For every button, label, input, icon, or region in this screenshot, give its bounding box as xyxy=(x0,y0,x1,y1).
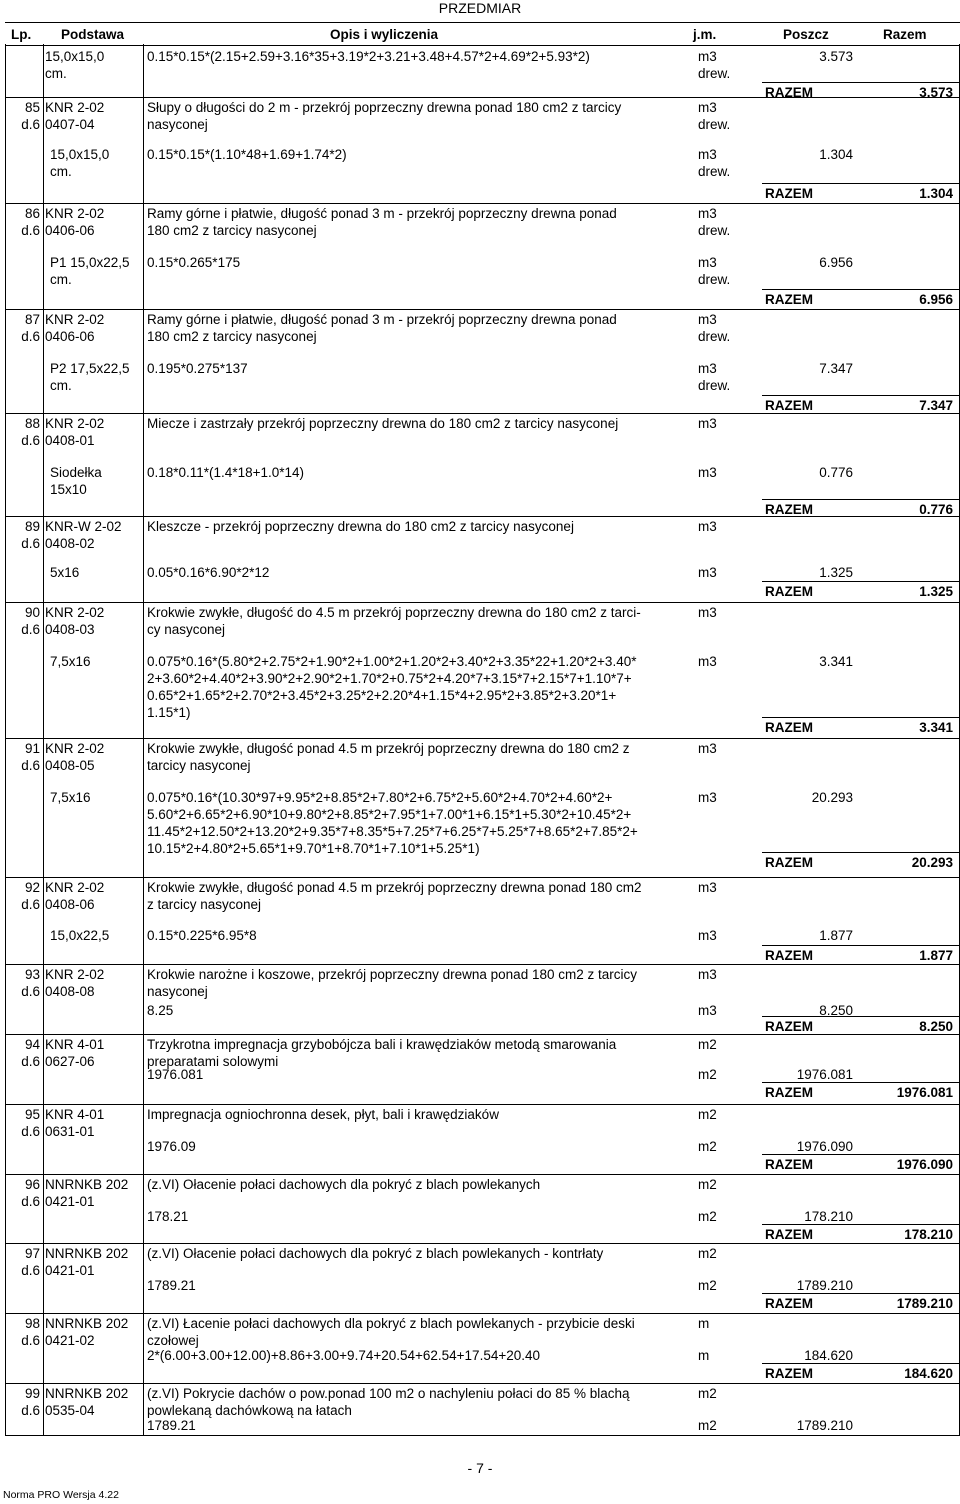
position-number: 91 xyxy=(24,741,40,756)
razem-line xyxy=(762,499,960,500)
calc-unit: m2 xyxy=(698,1209,717,1224)
calc-unit: m3 xyxy=(698,565,717,580)
position-section: d.6 xyxy=(21,758,40,773)
calculation-text: 8.25 xyxy=(147,1003,174,1018)
razem-label: RAZEM xyxy=(765,855,813,870)
description: Trzykrotna impregnacja grzybobójcza bali i krawędziaków metodą smarowania xyxy=(147,1037,617,1052)
unit-2: drew. xyxy=(698,223,731,238)
calculation-text-3: 11.45*2+12.50*2+13.20*2+9.35*7+8.35*5+7.25*7+6.25*7+5.25*7+8.65*2+7.85*2+ xyxy=(147,824,638,839)
catalog-code-2: 0627-06 xyxy=(45,1054,95,1069)
calc-unit: m2 xyxy=(698,1278,717,1293)
description: (z.VI) Ołacenie połaci dachowych dla pokryć z blach powlekanych - kontrłaty xyxy=(147,1246,604,1261)
header-razem: Razem xyxy=(883,27,927,42)
calculation-text: 0.15*0.15*(2.15+2.59+3.16*35+3.19*2+3.21+3.48+4.57*2+4.69*2+5.93*2) xyxy=(147,49,590,64)
razem-label: RAZEM xyxy=(765,948,813,963)
razem-line xyxy=(762,82,960,83)
dimension-label: 15,0x15,0 xyxy=(50,147,110,162)
position-number: 92 xyxy=(24,880,40,895)
partial-value: 0.776 xyxy=(819,465,853,480)
calculation-text: 1789.21 xyxy=(147,1418,196,1433)
description: Krokwie zwykłe, długość ponad 4.5 m przekrój poprzeczny drewna ponad 180 cm2 xyxy=(147,880,642,895)
description-2: 180 cm2 z tarcicy nasyconej xyxy=(147,223,317,238)
razem-label: RAZEM xyxy=(765,502,813,517)
catalog-code: KNR 2-02 xyxy=(45,100,105,115)
description-2: preparatami solowymi xyxy=(147,1054,279,1069)
row-separator xyxy=(5,97,960,98)
razem-line xyxy=(762,1082,960,1083)
position-section: d.6 xyxy=(21,223,40,238)
calc-unit: m3 xyxy=(698,654,717,669)
partial-value: 1789.210 xyxy=(796,1418,853,1433)
razem-value: 1.877 xyxy=(919,948,953,963)
razem-value: 7.347 xyxy=(919,398,953,413)
calculation-text-3: 0.65*2+1.65*2+2.70*2+3.45*2+3.25*2+2.20*4+1.15*4+2.95*2+3.85*2+3.20*1+ xyxy=(147,688,617,703)
description: Krokwie zwykłe, długość do 4.5 m przekrój poprzeczny drewna do 180 cm2 z tarci- xyxy=(147,605,641,620)
calculation-text: 1789.21 xyxy=(147,1278,196,1293)
calc-unit-2: drew. xyxy=(698,164,731,179)
row-separator xyxy=(5,309,960,310)
description: (z.VI) Łacenie połaci dachowych dla pokryć z blach powlekanych - przybicie deski xyxy=(147,1316,635,1331)
unit: m2 xyxy=(698,1037,717,1052)
calculation-text: 0.15*0.265*175 xyxy=(147,255,241,270)
unit: m2 xyxy=(698,1177,717,1192)
description: Krokwie zwykłe, długość ponad 4.5 m przekrój poprzeczny drewna do 180 cm2 z xyxy=(147,741,630,756)
razem-line xyxy=(762,1016,960,1017)
catalog-code-2: 0421-02 xyxy=(45,1333,95,1348)
position-number: 96 xyxy=(24,1177,40,1192)
position-number: 93 xyxy=(24,967,40,982)
razem-label: RAZEM xyxy=(765,720,813,735)
unit: m3 xyxy=(698,967,717,982)
catalog-code: NNRNKB 202 xyxy=(45,1177,129,1192)
dimension-label-2: 15x10 xyxy=(50,482,87,497)
calculation-text: 2*(6.00+3.00+12.00)+8.86+3.00+9.74+20.54+62.54+17.54+20.40 xyxy=(147,1348,540,1363)
row-separator xyxy=(5,1383,960,1384)
row-separator xyxy=(5,877,960,878)
description-2: czołowej xyxy=(147,1333,199,1348)
razem-value: 178.210 xyxy=(904,1227,953,1242)
description: Krokwie narożne i koszowe, przekrój poprzeczny drewna ponad 180 cm2 z tarcicy xyxy=(147,967,637,982)
unit: m3 xyxy=(698,312,717,327)
razem-label: RAZEM xyxy=(765,584,813,599)
calc-unit-2: drew. xyxy=(698,378,731,393)
calculation-text: 0.075*0.16*(10.30*97+9.95*2+8.85*2+7.80*2+6.75*2+5.60*2+4.70*2+4.60*2+ xyxy=(147,790,613,805)
catalog-code: NNRNKB 202 xyxy=(45,1246,129,1261)
razem-line xyxy=(762,852,960,853)
calc-unit: m2 xyxy=(698,1139,717,1154)
calculation-text: 0.15*0.15*(1.10*48+1.69+1.74*2) xyxy=(147,147,347,162)
position-section: d.6 xyxy=(21,622,40,637)
razem-line xyxy=(762,183,960,184)
header-lp: Lp. xyxy=(11,27,32,42)
razem-line xyxy=(762,1293,960,1294)
razem-line xyxy=(762,1224,960,1225)
razem-label: RAZEM xyxy=(765,292,813,307)
calc-unit: m3 xyxy=(698,465,717,480)
partial-value: 1.877 xyxy=(819,928,853,943)
razem-value: 184.620 xyxy=(904,1366,953,1381)
partial-value: 3.341 xyxy=(819,654,853,669)
partial-value: 7.347 xyxy=(819,361,853,376)
unit-2: drew. xyxy=(698,329,731,344)
razem-value: 1976.081 xyxy=(896,1085,953,1100)
razem-value: 3.341 xyxy=(919,720,953,735)
razem-label: RAZEM xyxy=(765,1085,813,1100)
catalog-code: KNR 2-02 xyxy=(45,605,105,620)
unit: m2 xyxy=(698,1246,717,1261)
razem-line xyxy=(762,395,960,396)
razem-value: 20.293 xyxy=(911,855,953,870)
razem-label: RAZEM xyxy=(765,186,813,201)
razem-value: 1789.210 xyxy=(896,1296,953,1311)
dimension-label: 15,0x15,0 xyxy=(45,49,105,64)
partial-value: 1976.090 xyxy=(796,1139,853,1154)
position-section: d.6 xyxy=(21,1194,40,1209)
unit: m2 xyxy=(698,1107,717,1122)
calc-unit: m3 xyxy=(698,928,717,943)
razem-line xyxy=(762,945,960,946)
header-podstawa: Podstawa xyxy=(61,27,125,42)
unit: m xyxy=(698,1316,710,1331)
description: (z.VI) Pokrycie dachów o pow.ponad 100 m2 o nachyleniu połaci do 85 % blachą xyxy=(147,1386,630,1401)
position-section: d.6 xyxy=(21,433,40,448)
position-number: 87 xyxy=(24,312,40,327)
dimension-label-2: cm. xyxy=(45,66,67,81)
dimension-label: Siodełka xyxy=(50,465,102,480)
position-number: 89 xyxy=(24,519,40,534)
description-2: tarcicy nasyconej xyxy=(147,758,251,773)
unit: m3 xyxy=(698,880,717,895)
position-section: d.6 xyxy=(21,1263,40,1278)
description-2: 180 cm2 z tarcicy nasyconej xyxy=(147,329,317,344)
partial-value: 1976.081 xyxy=(796,1067,853,1082)
catalog-code-2: 0631-01 xyxy=(45,1124,95,1139)
partial-value: 20.293 xyxy=(811,790,853,805)
catalog-code-2: 0421-01 xyxy=(45,1194,95,1209)
razem-value: 1976.090 xyxy=(896,1157,953,1172)
position-number: 86 xyxy=(24,206,40,221)
catalog-code: KNR 2-02 xyxy=(45,416,105,431)
position-section: d.6 xyxy=(21,1333,40,1348)
description-2: z tarcicy nasyconej xyxy=(147,897,262,912)
position-number: 85 xyxy=(24,100,40,115)
razem-label: RAZEM xyxy=(765,1227,813,1242)
razem-label: RAZEM xyxy=(765,1366,813,1381)
unit-2: drew. xyxy=(698,117,731,132)
calc-unit: m3 xyxy=(698,255,717,270)
partial-value: 8.250 xyxy=(819,1003,853,1018)
header-jm: j.m. xyxy=(693,27,717,42)
row-separator xyxy=(5,1104,960,1105)
catalog-code-2: 0406-06 xyxy=(45,329,95,344)
row-separator xyxy=(5,738,960,739)
unit: m3 xyxy=(698,206,717,221)
row-separator xyxy=(5,1313,960,1314)
catalog-code: NNRNKB 202 xyxy=(45,1316,129,1331)
partial-value: 184.620 xyxy=(804,1348,853,1363)
position-section: d.6 xyxy=(21,117,40,132)
catalog-code: KNR 2-02 xyxy=(45,880,105,895)
description-2: nasyconej xyxy=(147,117,208,132)
catalog-code: KNR 4-01 xyxy=(45,1037,105,1052)
dimension-label-2: cm. xyxy=(50,378,72,393)
position-section: d.6 xyxy=(21,897,40,912)
description-2: cy nasyconej xyxy=(147,622,226,637)
document-title: PRZEDMIAR xyxy=(438,0,522,16)
dimension-label-2: cm. xyxy=(50,272,72,287)
page-number: - 7 - xyxy=(467,1460,493,1476)
catalog-code: KNR 2-02 xyxy=(45,967,105,982)
catalog-code-2: 0408-03 xyxy=(45,622,95,637)
row-separator xyxy=(5,516,960,517)
row-separator xyxy=(5,413,960,414)
position-section: d.6 xyxy=(21,984,40,999)
razem-label: RAZEM xyxy=(765,85,813,100)
calculation-text-4: 1.15*1) xyxy=(147,705,191,720)
description-2: nasyconej xyxy=(147,984,208,999)
catalog-code-2: 0407-04 xyxy=(45,117,95,132)
description: Kleszcze - przekrój poprzeczny drewna do 180 cm2 z tarcicy nasyconej xyxy=(147,519,574,534)
catalog-code-2: 0408-08 xyxy=(45,984,95,999)
razem-line xyxy=(762,581,960,582)
partial-value: 1.304 xyxy=(819,147,853,162)
calculation-text: 1976.09 xyxy=(147,1139,196,1154)
description: Miecze i zastrzały przekrój poprzeczny drewna do 180 cm2 z tarcicy nasyconej xyxy=(147,416,619,431)
razem-label: RAZEM xyxy=(765,1019,813,1034)
calc-unit: m xyxy=(698,1348,710,1363)
position-number: 95 xyxy=(24,1107,40,1122)
table-header xyxy=(5,22,960,46)
calculation-text: 178.21 xyxy=(147,1209,189,1224)
row-separator xyxy=(5,602,960,603)
description: Ramy górne i płatwie, długość ponad 3 m - przekrój poprzeczny drewna ponad xyxy=(147,206,617,221)
catalog-code-2: 0408-01 xyxy=(45,433,95,448)
position-section: d.6 xyxy=(21,1054,40,1069)
catalog-code-2: 0408-02 xyxy=(45,536,95,551)
catalog-code: KNR-W 2-02 xyxy=(45,519,122,534)
position-section: d.6 xyxy=(21,536,40,551)
position-number: 99 xyxy=(24,1386,40,1401)
position-number: 90 xyxy=(24,605,40,620)
catalog-code-2: 0535-04 xyxy=(45,1403,95,1418)
dimension-label: 5x16 xyxy=(50,565,80,580)
razem-value: 1.304 xyxy=(919,186,953,201)
partial-value: 3.573 xyxy=(819,49,853,64)
calculation-text-2: 5.60*2+6.65*2+6.90*10+9.80*2+8.85*2+7.95*1+7.00*1+6.15*1+5.30*2+10.45*2+ xyxy=(147,807,632,822)
razem-label: RAZEM xyxy=(765,1296,813,1311)
header-poszcz: Poszcz xyxy=(783,27,829,42)
dimension-label: P1 15,0x22,5 xyxy=(50,255,130,270)
grid-line xyxy=(43,44,44,1435)
calculation-text-4: 10.15*2+4.80*2+5.65*1+9.70*1+8.70*1+7.10*1+5.25*1) xyxy=(147,841,480,856)
calculation-text: 1976.081 xyxy=(147,1067,204,1082)
unit: m3 xyxy=(698,605,717,620)
razem-value: 8.250 xyxy=(919,1019,953,1034)
position-section: d.6 xyxy=(21,1403,40,1418)
catalog-code: KNR 2-02 xyxy=(45,312,105,327)
calculation-text: 0.195*0.275*137 xyxy=(147,361,248,376)
razem-label: RAZEM xyxy=(765,1157,813,1172)
calculation-text-2: 2+3.60*2+4.40*2+3.90*2+2.90*2+1.70*2+0.75*2+4.20*7+3.15*7+2.15*7+1.10*7+ xyxy=(147,671,632,686)
calc-unit-2: drew. xyxy=(698,272,731,287)
catalog-code-2: 0408-06 xyxy=(45,897,95,912)
dimension-label: 7,5x16 xyxy=(50,790,91,805)
description-2: powlekaną dachówkową na łatach xyxy=(147,1403,352,1418)
dimension-label: 7,5x16 xyxy=(50,654,91,669)
row-separator xyxy=(5,1174,960,1175)
row-separator xyxy=(5,203,960,204)
calc-unit: m3 xyxy=(698,361,717,376)
position-number: 94 xyxy=(24,1037,40,1052)
calculation-text: 0.05*0.16*6.90*2*12 xyxy=(147,565,270,580)
position-section: d.6 xyxy=(21,1124,40,1139)
description: Impregnacja ogniochronna desek, płyt, bali i krawędziaków xyxy=(147,1107,499,1122)
partial-value: 1789.210 xyxy=(796,1278,853,1293)
razem-value: 3.573 xyxy=(919,85,953,100)
unit: m3 xyxy=(698,519,717,534)
razem-value: 1.325 xyxy=(919,584,953,599)
dimension-label: P2 17,5x22,5 xyxy=(50,361,130,376)
catalog-code-2: 0408-05 xyxy=(45,758,95,773)
header-opis: Opis i wyliczenia xyxy=(330,27,439,42)
unit-2: drew. xyxy=(698,66,731,81)
position-number: 97 xyxy=(24,1246,40,1261)
description: Słupy o długości do 2 m - przekrój poprzeczny drewna ponad 180 cm2 z tarcicy xyxy=(147,100,622,115)
unit: m3 xyxy=(698,49,717,64)
catalog-code-2: 0406-06 xyxy=(45,223,95,238)
razem-line xyxy=(762,1154,960,1155)
position-number: 98 xyxy=(24,1316,40,1331)
row-separator xyxy=(5,964,960,965)
unit: m3 xyxy=(698,416,717,431)
calc-unit: m2 xyxy=(698,1418,717,1433)
razem-line xyxy=(762,717,960,718)
razem-line xyxy=(762,1363,960,1364)
dimension-label-2: cm. xyxy=(50,164,72,179)
unit: m3 xyxy=(698,100,717,115)
partial-value: 178.210 xyxy=(804,1209,853,1224)
calc-unit: m3 xyxy=(698,1003,717,1018)
catalog-code: KNR 2-02 xyxy=(45,206,105,221)
calc-unit: m3 xyxy=(698,147,717,162)
dimension-label: 15,0x22,5 xyxy=(50,928,110,943)
calculation-text: 0.075*0.16*(5.80*2+2.75*2+1.90*2+1.00*2+1.20*2+3.40*2+3.35*22+1.20*2+3.40* xyxy=(147,654,637,669)
table-bottom-line xyxy=(5,1435,960,1436)
calculation-text: 0.15*0.225*6.95*8 xyxy=(147,928,257,943)
position-section: d.6 xyxy=(21,329,40,344)
catalog-code: KNR 4-01 xyxy=(45,1107,105,1122)
razem-label: RAZEM xyxy=(765,398,813,413)
catalog-code: NNRNKB 202 xyxy=(45,1386,129,1401)
catalog-code-2: 0421-01 xyxy=(45,1263,95,1278)
row-separator xyxy=(5,1034,960,1035)
razem-line xyxy=(762,289,960,290)
catalog-code: KNR 2-02 xyxy=(45,741,105,756)
partial-value: 1.325 xyxy=(819,565,853,580)
position-number: 88 xyxy=(24,416,40,431)
razem-value: 6.956 xyxy=(919,292,953,307)
razem-value: 0.776 xyxy=(919,502,953,517)
calc-unit: m2 xyxy=(698,1067,717,1082)
software-version: Norma PRO Wersja 4.22 xyxy=(3,1489,119,1501)
calc-unit: m3 xyxy=(698,790,717,805)
description: Ramy górne i płatwie, długość ponad 3 m - przekrój poprzeczny drewna ponad xyxy=(147,312,617,327)
row-separator xyxy=(5,1243,960,1244)
unit: m3 xyxy=(698,741,717,756)
calculation-text: 0.18*0.11*(1.4*18+1.0*14) xyxy=(147,465,305,480)
description: (z.VI) Ołacenie połaci dachowych dla pokryć z blach powlekanych xyxy=(147,1177,541,1192)
unit: m2 xyxy=(698,1386,717,1401)
partial-value: 6.956 xyxy=(819,255,853,270)
